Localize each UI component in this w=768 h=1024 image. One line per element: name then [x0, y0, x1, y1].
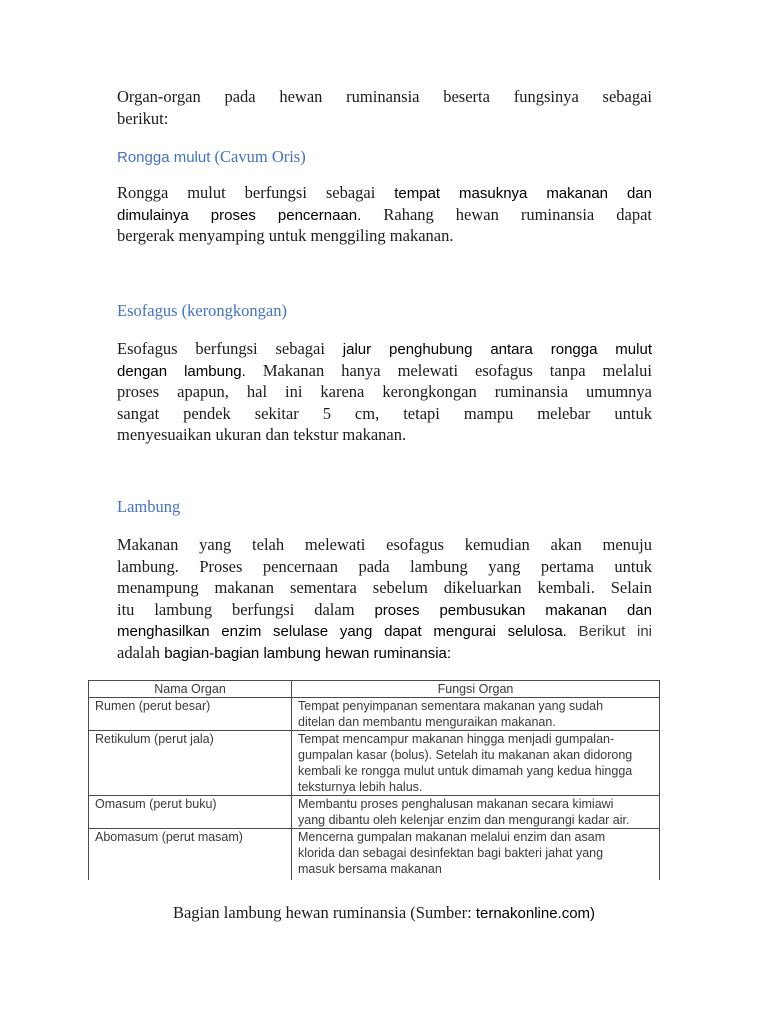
paragraph-line	[117, 108, 652, 130]
heading-latin-term: (Cavum Oris)	[214, 147, 306, 166]
cell-line: masuk bersama makanan	[298, 862, 442, 876]
cell-line: Rumen (perut besar)	[95, 699, 211, 713]
section-heading-esofagus	[117, 300, 652, 322]
table-header-row	[89, 681, 660, 698]
text-run: Organ-organ pada hewan ruminansia beserta fungsinya sebagai	[117, 87, 652, 106]
table-cell-organ	[89, 829, 292, 881]
cell-line: Mencerna gumpalan makanan melalui enzim dan asam	[298, 830, 606, 844]
paragraph-line	[117, 182, 652, 204]
table-cell-organ	[89, 731, 292, 796]
cell-line: kembali ke rongga mulut untuk dimamah yang kedua hingga	[298, 764, 633, 778]
table-caption	[0, 902, 768, 924]
paragraph-line	[117, 204, 652, 226]
emphasized-run: menghasilkan enzim selulase yang dapat mengurai selulosa.	[117, 623, 567, 640]
table-cell-organ	[89, 796, 292, 829]
intro-paragraph	[117, 86, 652, 129]
table-cell-function	[292, 796, 660, 829]
paragraph-line	[117, 534, 652, 556]
table-cell-function	[292, 829, 660, 881]
table-cell-function	[292, 698, 660, 731]
paragraph-line	[117, 338, 652, 360]
text-run: bergerak menyamping untuk menggiling makanan.	[117, 226, 454, 245]
text-run: Rongga mulut berfungsi sebagai	[117, 183, 376, 202]
paragraph-line	[117, 381, 652, 403]
table-row	[89, 698, 660, 731]
text-run: proses apapun, hal ini karena kerongkongan ruminansia umumnya	[117, 382, 652, 401]
text-run: menampung makanan sementara sebelum dikeluarkan kembali. Selain	[117, 578, 652, 597]
table-row	[89, 731, 660, 796]
paragraph-line	[117, 424, 652, 446]
esofagus-paragraph	[117, 338, 652, 446]
section-heading-lambung	[117, 496, 652, 518]
table-row	[89, 829, 660, 881]
caption-source-link-text: ternakonline.com)	[475, 905, 596, 922]
heading-text: Lambung	[117, 497, 181, 516]
text-run: Esofagus berfungsi sebagai	[117, 339, 325, 358]
paragraph-line	[117, 360, 652, 382]
text-run: sangat pendek sekitar 5 cm, tetapi mampu melebar untuk	[117, 403, 652, 423]
cell-line: Retikulum (perut jala)	[95, 732, 214, 746]
cell-line: klorida dan sebagai desinfektan bagi bakteri jahat yang	[298, 846, 604, 860]
paragraph-line	[117, 556, 652, 578]
paragraph-line	[117, 599, 652, 621]
section-heading-rongga-mulut	[117, 146, 652, 168]
caption-text: Bagian lambung hewan ruminansia (Sumber:	[172, 903, 472, 922]
cell-line: Tempat penyimpanan sementara makanan yang sudah	[298, 699, 604, 713]
cell-line: Abomasum (perut masam)	[95, 830, 243, 844]
lambung-paragraph	[117, 534, 652, 663]
cell-line: Tempat mencampur makanan hingga menjadi gumpalan-	[298, 732, 615, 746]
text-run: Rahang hewan ruminansia dapat	[383, 204, 653, 224]
emphasized-run: bagian-bagian lambung hewan ruminansia:	[164, 644, 452, 662]
heading-text: Esofagus (kerongkongan)	[117, 301, 287, 320]
stomach-parts-table	[88, 680, 660, 880]
paragraph-line	[117, 403, 652, 425]
emphasized-run: tempat masuknya makanan dan	[394, 185, 652, 202]
table-row	[89, 796, 660, 829]
text-run: Makanan yang telah melewati esofagus kemudian akan menuju	[117, 535, 652, 554]
table-cell-function	[292, 731, 660, 796]
text-run: lambung. Proses pencernaan pada lambung yang pertama untuk	[117, 556, 652, 576]
text-run: itu lambung berfungsi dalam	[117, 599, 355, 619]
cell-line: ditelan dan membantu menguraikan makanan.	[298, 715, 556, 729]
paragraph-line	[117, 577, 652, 599]
table-header-organ: Nama Organ	[89, 681, 292, 698]
cell-line: Omasum (perut buku)	[95, 797, 217, 811]
cell-line: yang dibantu oleh kelenjar enzim dan mengurangi kadar air.	[298, 813, 630, 827]
paragraph-line	[117, 642, 652, 664]
table-header-function: Fungsi Organ	[292, 681, 660, 698]
text-run: Berikut ini	[578, 623, 652, 640]
cell-line: gumpalan kasar (bolus). Setelah itu makanan akan didorong	[298, 748, 633, 762]
text-run: berikut:	[117, 108, 169, 128]
rongga-mulut-paragraph	[117, 182, 652, 247]
text-run: adalah	[117, 642, 161, 662]
paragraph-line	[117, 86, 652, 108]
table-cell-organ	[89, 698, 292, 731]
cell-line: Membantu proses penghalusan makanan secara kimiawi	[298, 797, 614, 811]
text-run: menyesuaikan ukuran dan tekstur makanan.	[117, 425, 407, 444]
emphasized-run: jalur penghubung antara rongga mulut	[342, 341, 652, 358]
emphasized-run: dengan lambung.	[117, 362, 246, 380]
emphasized-run: dimulainya proses pencernaan.	[117, 206, 362, 224]
paragraph-line	[117, 620, 652, 642]
paragraph-line	[117, 225, 652, 247]
text-run: Makanan hanya melewati esofagus tanpa melalui	[262, 360, 653, 380]
cell-line: teksturnya lebih halus.	[298, 780, 423, 794]
emphasized-run: proses pembusukan makanan dan	[374, 601, 652, 619]
heading-text: Rongga mulut	[117, 149, 211, 166]
